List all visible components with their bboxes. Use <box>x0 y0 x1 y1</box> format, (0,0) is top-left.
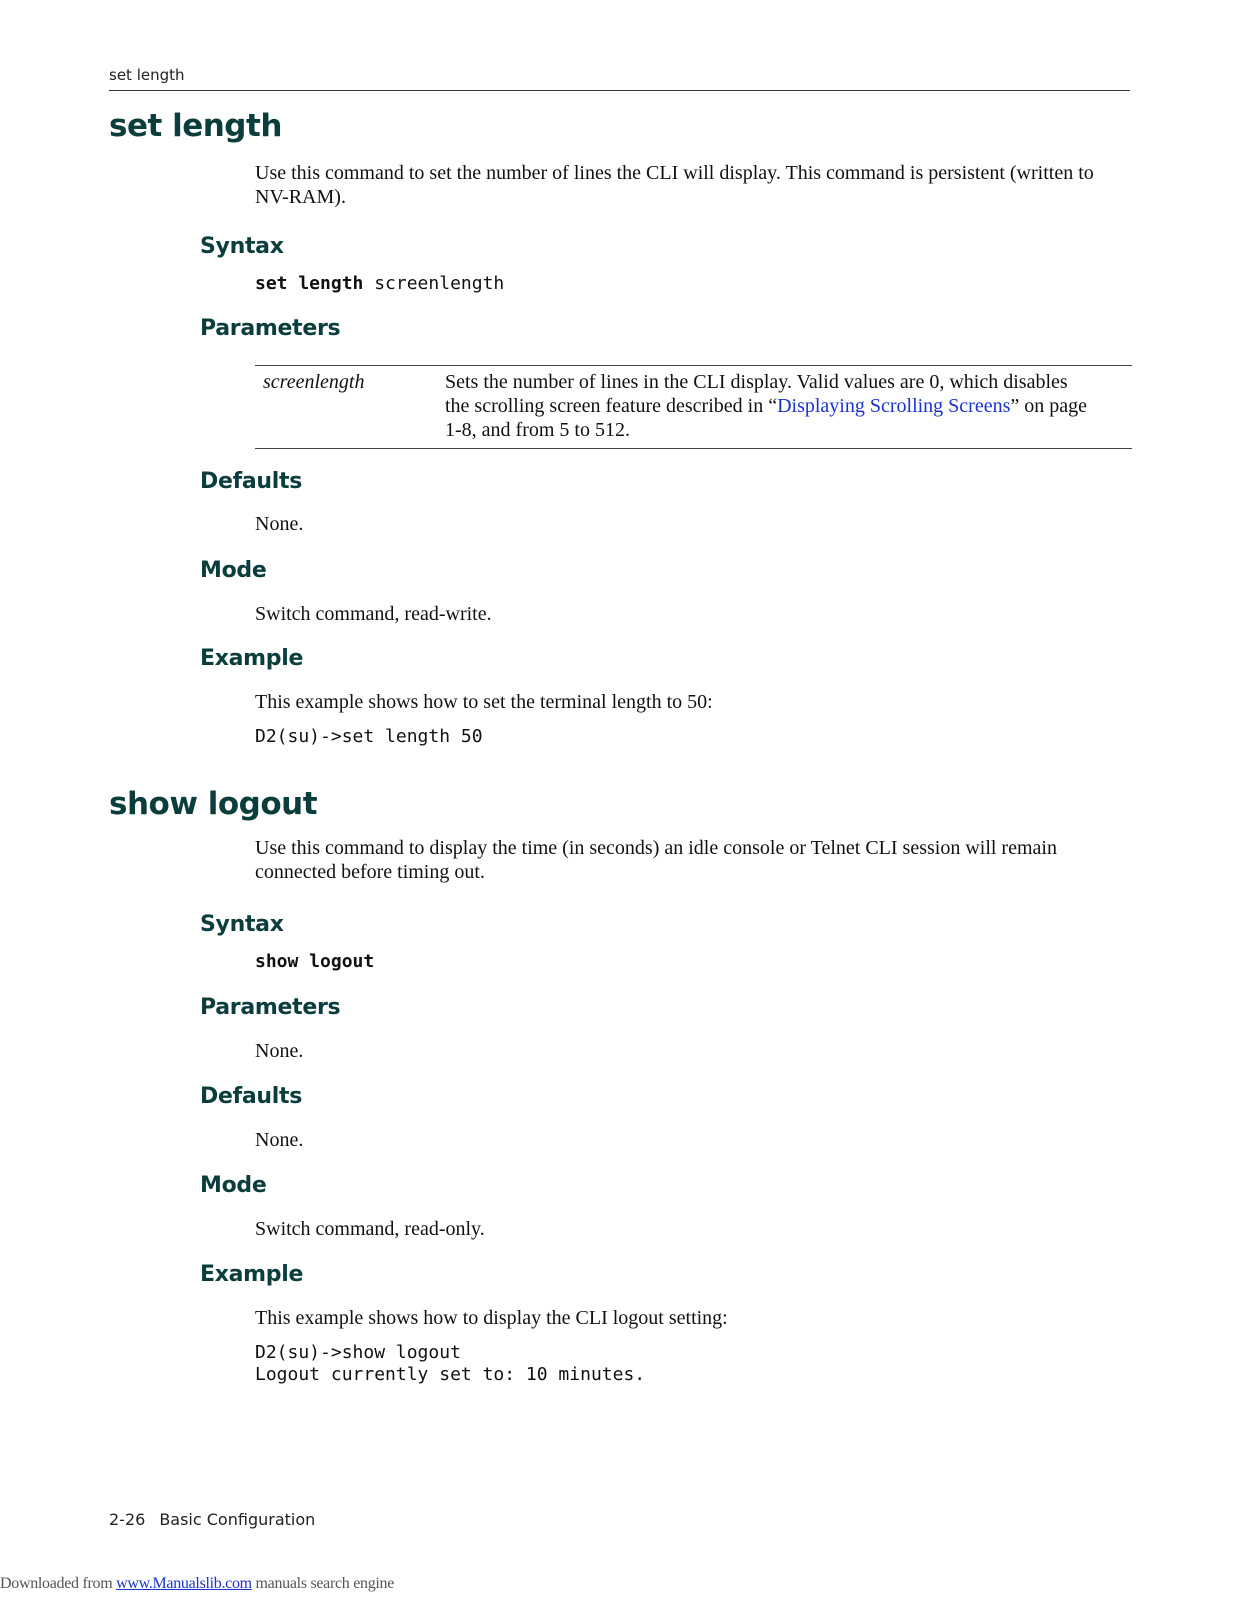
parameter-description: Sets the number of lines in the CLI display. Valid values are 0, which disables the scrolling screen feature described in “Displaying Scrolling Screens” on page 1-8, and from 5 to 512. <box>445 371 1088 441</box>
set-length-defaults: None. <box>255 513 304 535</box>
show-logout-parameters: None. <box>255 1040 304 1062</box>
show-logout-mode: Switch command, read-only. <box>255 1218 485 1240</box>
show-logout-parameters-heading: Parameters <box>200 995 341 1020</box>
show-logout-example-heading: Example <box>200 1262 304 1287</box>
set-length-syntax-heading: Syntax <box>200 234 284 259</box>
displaying-scrolling-screens-link[interactable]: Displaying Scrolling Screens <box>777 395 1011 417</box>
syntax-argument: screenlength <box>363 273 505 294</box>
section-title-show-logout: show logout <box>109 786 318 822</box>
manualslib-link[interactable]: www.Manualslib.com <box>116 1575 252 1592</box>
set-length-mode-heading: Mode <box>200 558 267 583</box>
set-length-mode: Switch command, read-write. <box>255 603 492 625</box>
show-logout-mode-heading: Mode <box>200 1173 267 1198</box>
syntax-command: show logout <box>255 951 375 972</box>
set-length-example-text: This example shows how to set the terminal length to 50: <box>255 691 713 713</box>
parameters-table <box>255 365 1132 449</box>
header-rule <box>109 90 1130 91</box>
set-length-syntax <box>255 273 504 295</box>
section-title-set-length: set length <box>109 108 282 144</box>
show-logout-example-text: This example shows how to display the CLI logout setting: <box>255 1307 728 1329</box>
chapter-name: Basic Configuration <box>159 1510 316 1529</box>
show-logout-example-code-line1: D2(su)->show logout <box>255 1342 461 1363</box>
running-head: set length <box>109 66 185 84</box>
parameter-name: screenlength <box>263 371 365 393</box>
show-logout-syntax-heading: Syntax <box>200 912 284 937</box>
show-logout-example-code-line2: Logout currently set to: 10 minutes. <box>255 1364 646 1385</box>
download-banner: Downloaded from www.Manualslib.com manuals search engine <box>0 1575 395 1592</box>
show-logout-defaults-heading: Defaults <box>200 1084 303 1109</box>
set-length-example-heading: Example <box>200 646 304 671</box>
set-length-parameters-heading: Parameters <box>200 316 341 341</box>
set-length-intro: Use this command to set the number of lines the CLI will display. This command is persistent (written to NV-RAM). <box>255 162 1094 208</box>
show-logout-syntax <box>255 951 374 973</box>
show-logout-intro: Use this command to display the time (in seconds) an idle console or Telnet CLI session will remain connected before timing out. <box>255 837 1057 883</box>
set-length-defaults-heading: Defaults <box>200 469 303 494</box>
page-footer <box>109 1510 315 1529</box>
syntax-command: set length <box>255 273 364 294</box>
page-number: 2-26 <box>109 1510 146 1529</box>
set-length-example-code: D2(su)->set length 50 <box>255 726 483 747</box>
show-logout-defaults: None. <box>255 1129 304 1151</box>
